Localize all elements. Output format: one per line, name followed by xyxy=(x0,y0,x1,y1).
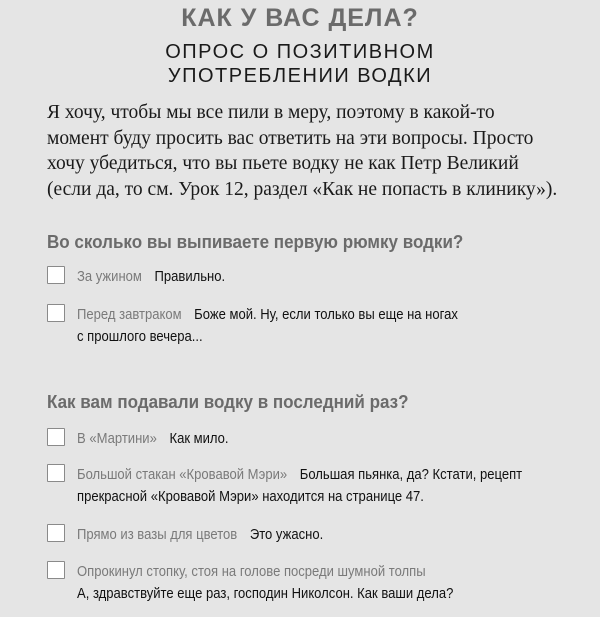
option-comment: Правильно. xyxy=(154,269,226,285)
question-1-option-1[interactable] xyxy=(47,266,557,288)
intro-line: хочу убедиться, что вы пьете водку не как Петр Великий xyxy=(47,153,519,174)
option-label: В «Мартини» xyxy=(77,431,157,447)
subtitle-line-2: УПОТРЕБЛЕНИИ ВОДКИ xyxy=(167,65,433,87)
subtitle-line-1: ОПРОС О ПОЗИТИВНОМ xyxy=(165,41,435,63)
option-label: За ужином xyxy=(77,269,142,285)
option-comment: Это ужасно. xyxy=(249,527,324,543)
question-2-option-4[interactable] xyxy=(47,561,557,605)
checkbox[interactable] xyxy=(47,304,65,322)
option-label: Перед завтраком xyxy=(77,307,182,323)
intro-paragraph xyxy=(47,100,577,202)
checkbox[interactable] xyxy=(47,266,65,284)
question-2-option-2[interactable] xyxy=(47,464,557,508)
checkbox[interactable] xyxy=(47,561,65,579)
page-title: КАК У ВАС ДЕЛА? xyxy=(181,4,419,32)
intro-line: Я хочу, чтобы мы все пили в меру, поэтому в какой-то xyxy=(47,102,495,123)
option-comment: Большая пьянка, да? Кстати, рецепт xyxy=(299,467,523,483)
option-comment-continued: с прошлого вечера... xyxy=(77,329,203,345)
option-comment-continued: А, здравствуйте еще раз, господин Николсон. Как ваши дела? xyxy=(77,586,454,602)
question-2-option-3[interactable] xyxy=(47,524,557,546)
option-comment: Как мило. xyxy=(169,431,229,447)
intro-line: момент буду просить вас ответить на эти вопросы. Просто xyxy=(47,127,534,149)
option-comment: Боже мой. Ну, если только вы еще на ногах xyxy=(194,307,458,323)
intro-line: (если да, то см. Урок 12, раздел «Как не попасть в клинику»). xyxy=(47,178,558,200)
option-label: Опрокинул стопку, стоя на голове посреди шумной толпы xyxy=(77,564,426,580)
question-2-option-1[interactable] xyxy=(47,428,557,450)
checkbox[interactable] xyxy=(47,524,65,542)
question-1-title: Во сколько вы выпиваете первую рюмку водки? xyxy=(47,231,464,252)
option-comment-continued: прекрасной «Кровавой Мэри» находится на странице 47. xyxy=(77,489,424,505)
checkbox[interactable] xyxy=(47,428,65,446)
page-subtitle xyxy=(0,40,600,88)
option-label: Большой стакан «Кровавой Мэри» xyxy=(77,467,288,483)
question-1-option-2[interactable] xyxy=(47,304,557,348)
question-2-title: Как вам подавали водку в последний раз? xyxy=(47,391,409,412)
checkbox[interactable] xyxy=(47,464,65,482)
option-label: Прямо из вазы для цветов xyxy=(77,527,238,543)
